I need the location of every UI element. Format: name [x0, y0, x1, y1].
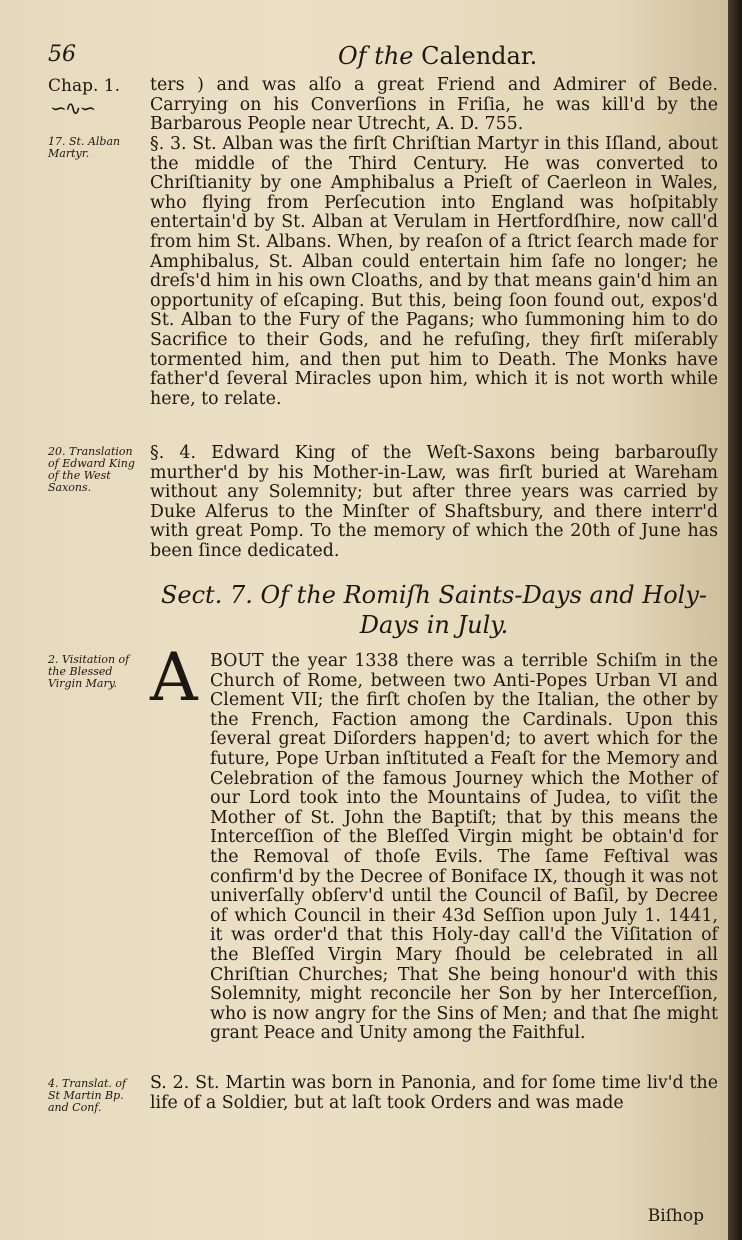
- wave-ornament-icon: ∽∿∽: [50, 96, 95, 120]
- chapter-marker: Chap. 1.: [48, 76, 121, 96]
- margin-note-translation-edward: 20. Translation of Edward King of the West Saxons.: [48, 445, 135, 494]
- paragraph-2: §. 3. St. Alban was the firſt Chriſtian Martyr in this Iſland, about the middle of the Third Century. He was converted to Chriſtianity by one Amphibalus a Prieſt of Caerleon in Wales, who flying from Perſecution into England was hoſpitably entertain'd by St. Alban at Verulam in Hertfordſhire, now call'd from him St. Albans. When, by reaſon of a ſtrict ſearch made for Amphibalus, St. Alban could entertain him ſafe no longer; he dreſs'd him in his own Cloaths, and by that means gain'd him an opportunity of eſcaping. But this, being ſoon found out, expos'd St. Alban to the Fury of the Pagans; who ſummoning him to do Sacrifice to their Gods, and he refuſing, they firſt miſerably tormented him, and then put him to Death. The Monks have father'd ſeveral Miracles upon him, which it is not worth while here, to relate.: [150, 134, 718, 409]
- running-title-main: Calendar.: [421, 42, 538, 70]
- paragraph-3: §. 4. Edward King of the Weſt-Saxons being barbarouſly murther'd by his Mother-in-Law, was firſt buried at Wareham without any Solemnity; but after three years was carried by Duke Alferus to the Minſter of Shaftsbury, and there interr'd with great Pomp. To the memory of which the 20th of June has been ſince dedicated.: [150, 443, 718, 561]
- page-number: 56: [48, 42, 76, 67]
- drop-cap: A: [150, 639, 198, 716]
- margin-note-visitation: 2. Visitation of the Blessed Virgin Mary.: [48, 653, 130, 690]
- paragraph-1: ters ) and was alſo a great Friend and Admirer of Bede. Carrying on his Converſions in Friſia, he was kill'd by the Barbarous People near Utrecht, A. D. 755.: [150, 75, 718, 135]
- running-title: [338, 42, 537, 70]
- catchword: Biſhop: [647, 1206, 704, 1226]
- running-title-prefix: Of the: [338, 42, 414, 70]
- binding-edge: [728, 0, 742, 1240]
- paragraph-4: BOUT the year 1338 there was a terrible Schiſm in the Church of Rome, between two Anti-Popes Urban VI and Clement VII; the firſt choſen by the Italian, the other by the French, Faction among the Cardinals. Upon this ſeveral great Diſorders happen'd; to avert which for the future, Pope Urban inſtituted a Feaſt for the Memory and Celebration of the famous Journey which the Mother of our Lord took into the Mountains of Judea, to viſit the Mother of St. John the Baptiſt; that by this means the Interceſſion of the Bleſſed Virgin might be obtain'd for the Removal of thoſe Evils. The ſame Feſtival was confirm'd by the Decree of Boniface IX, though it was not univerſally obſerv'd until the Council of Baſil, by Decree of which Council in their 43d Seſſion upon July 1. 1441, it was order'd that this Holy-day call'd the Viſitation of the Bleſſed Virgin Mary ſhould be celebrated in all Chriſtian Churches; That She being honour'd with this Solemnity, might reconcile her Son by her Interceſſion, who is now angry for the Sins of Men; and that ſhe might grant Peace and Unity among the Faithful.: [210, 651, 718, 1044]
- margin-note-st-martin: 4. Translat. of St Martin Bp. and Conf.: [48, 1077, 127, 1114]
- margin-note-st-alban: 17. St. Alban Martyr.: [48, 135, 121, 160]
- section-title: Sect. 7. Of the Romiſh Saints-Days and Holy-Days in July.: [160, 581, 708, 639]
- page-header: [48, 42, 718, 72]
- paragraph-5: S. 2. St. Martin was born in Panonia, and for ſome time liv'd the life of a Soldier, but at laſt took Orders and was made: [150, 1073, 718, 1113]
